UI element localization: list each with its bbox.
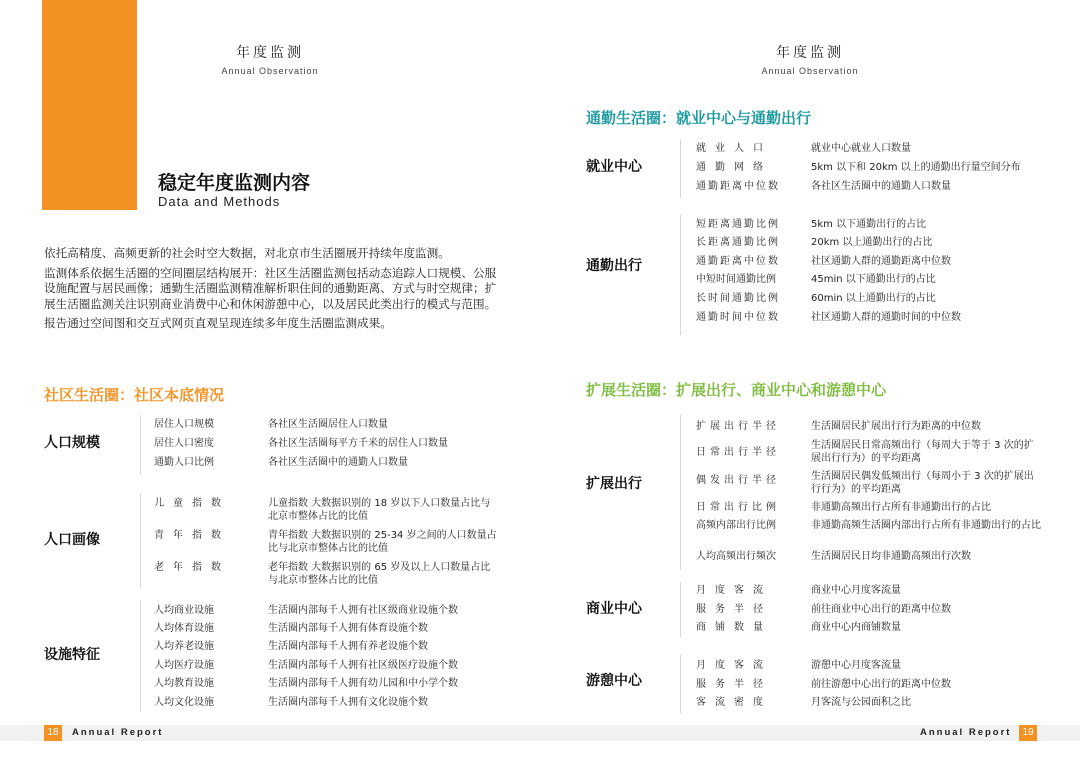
section-title-commute: 通勤生活圈：就业中心与通勤出行 <box>586 109 812 127</box>
intro-paragraph: 报告通过空间图和交互式网页直观呈现连续多年度生活圈监测成果。 <box>44 316 392 331</box>
header-en: Annual Observation <box>761 66 859 76</box>
divider <box>140 415 141 475</box>
category-employment-center: 就业中心 <box>586 159 642 175</box>
footer-label: Annual Report <box>920 727 1012 738</box>
page-number: 19 <box>1019 725 1037 741</box>
header-en: Annual Observation <box>221 66 319 76</box>
category-population-profile: 人口画像 <box>44 532 100 548</box>
section-title-extended: 扩展生活圈：扩展出行、商业中心和游憩中心 <box>586 381 887 399</box>
category-extended-travel: 扩展出行 <box>586 476 642 492</box>
orange-accent-block <box>42 0 137 210</box>
divider <box>140 600 141 712</box>
divider <box>680 582 681 637</box>
page-header <box>710 42 910 76</box>
category-recreation-center: 游憩中心 <box>586 673 642 689</box>
category-commute-travel: 通勤出行 <box>586 258 642 274</box>
divider <box>680 140 681 198</box>
header-zh: 年度监测 <box>236 45 304 61</box>
main-title: 稳定年度监测内容 <box>158 172 311 194</box>
right-page: 年度监测 Annual Observation 通勤生活圈：就业中心与通勤出行 就业中心 就业人口 就业中心就业人口数量 通勤网络 5km 以下和 20km 以上的通勤出行量空间分布 通勤距离中位数 各社区生活圈中的通勤人口数量 通勤出行 短距离通勤比例 5km 以下通勤出行的占比 长距离通勤比例 20km 以上通勤出行的占比 通勤距离中位数 社区通勤人群的通勤距离中位数 中短时间通勤比例 45min 以下通勤出行的占比 长时间通勤比例 60min 以上通勤出行的占比 通勤时间中位数 社区通勤人群的通勤时间的中位数 扩展生活圈：扩展出行、商业中心和游憩中心 扩展出行 扩展出行半径 生活圈居民扩展出行行为距离的中位数 日常出行半径 生活圈居民日常高频出行（每周大于等于 3 次的扩展出行行为）的平均距离 偶发出行半径 生活圈居民偶发低频出行（每周小于 3 次的扩展出行行为）的平均距离 日常出行比例 非通勤高频出行占所有非通勤出行的占比 高频内部出行比例 非通勤高频生活圈内部出行占所有非通勤出行的占比 人均高频出行频次 生活圈居民日均非通勤高频出行次数 商业中心 月度客流 商业中心月度客流量 服务半径 前往商业中心出行的距离中位数 商铺数量 商业中心内商铺数量 游憩中心 月度客流 游憩中心月度客流量 服务半径 前往游憩中心出行的距离中位数 客流密度 月客流与公园面积之比 Annual Report 19 <box>540 0 1080 762</box>
footer-label: Annual Report <box>72 727 164 738</box>
divider <box>680 655 681 713</box>
category-commercial-center: 商业中心 <box>586 601 642 617</box>
section-title-community: 社区生活圈：社区本底情况 <box>44 386 225 404</box>
intro-paragraph: 依托高精度、高频更新的社会时空大数据，对北京市生活圈展开持续年度监测。 <box>44 246 450 260</box>
category-facility: 设施特征 <box>44 647 100 663</box>
left-page: 年度监测 Annual Observation 稳定年度监测内容 Data and Methods 依托高精度、高频更新的社会时空大数据，对北京市生活圈展开持续年度监测。 监测体系依据生活圈的空间圈层结构展开：社区生活圈监测包括动态追踪人口规模、公服设施配置与居民画像；通勤生活圈监测精准解析职住间的通勤距离、方式与时空规律；扩展生活圈监测关注识别商业消费中心和休闲游憩中心，以及居民此类出行的模式与范围。 报告通过空间图和交互式网页直观呈现连续多年度生活圈监测成果。 社区生活圈：社区本底情况 人口规模 居住人口规模 各社区生活圈居住人口数量 居住人口密度 各社区生活圈每平方千米的居住人口数量 通勤人口比例 各社区生活圈中的通勤人口数量 人口画像 儿童指数 儿童指数 大数据识别的 18 岁以下人口数量占比与北京市整体占比的比值 青年指数 青年指数 大数据识别的 25-34 岁之间的人口数量占比与北京市整体占比的比值 老年指数 老年指数 大数据识别的 65 岁及以上人口数量占比与北京市整体占比的比值 设施特征 人均商业设施 生活圈内部每千人拥有社区级商业设施个数 人均体育设施 生活圈内部每千人拥有体育设施个数 人均养老设施 生活圈内部每千人拥有养老设施个数 人均医疗设施 生活圈内部每千人拥有社区级医疗设施个数 人均教育设施 生活圈内部每千人拥有幼儿园和中小学个数 人均文化设施 生活圈内部每千人拥有文化设施个数 18 Annual Report <box>0 0 540 762</box>
header-zh: 年度监测 <box>776 45 844 61</box>
main-subtitle: Data and Methods <box>158 194 281 209</box>
divider <box>680 215 681 335</box>
divider <box>140 493 141 588</box>
category-population-scale: 人口规模 <box>44 435 100 451</box>
page-header <box>170 42 370 76</box>
intro-paragraph: 监测体系依据生活圈的空间圈层结构展开：社区生活圈监测包括动态追踪人口规模、公服设施配置与居民画像；通勤生活圈监测精准解析职住间的通勤距离、方式与时空规律；扩展生活圈监测关注识别商业消费中心和休闲游憩中心，以及居民此类出行的模式与范围。 <box>44 265 497 311</box>
page-number: 18 <box>44 725 62 741</box>
divider <box>680 415 681 570</box>
intro-text <box>44 246 500 336</box>
